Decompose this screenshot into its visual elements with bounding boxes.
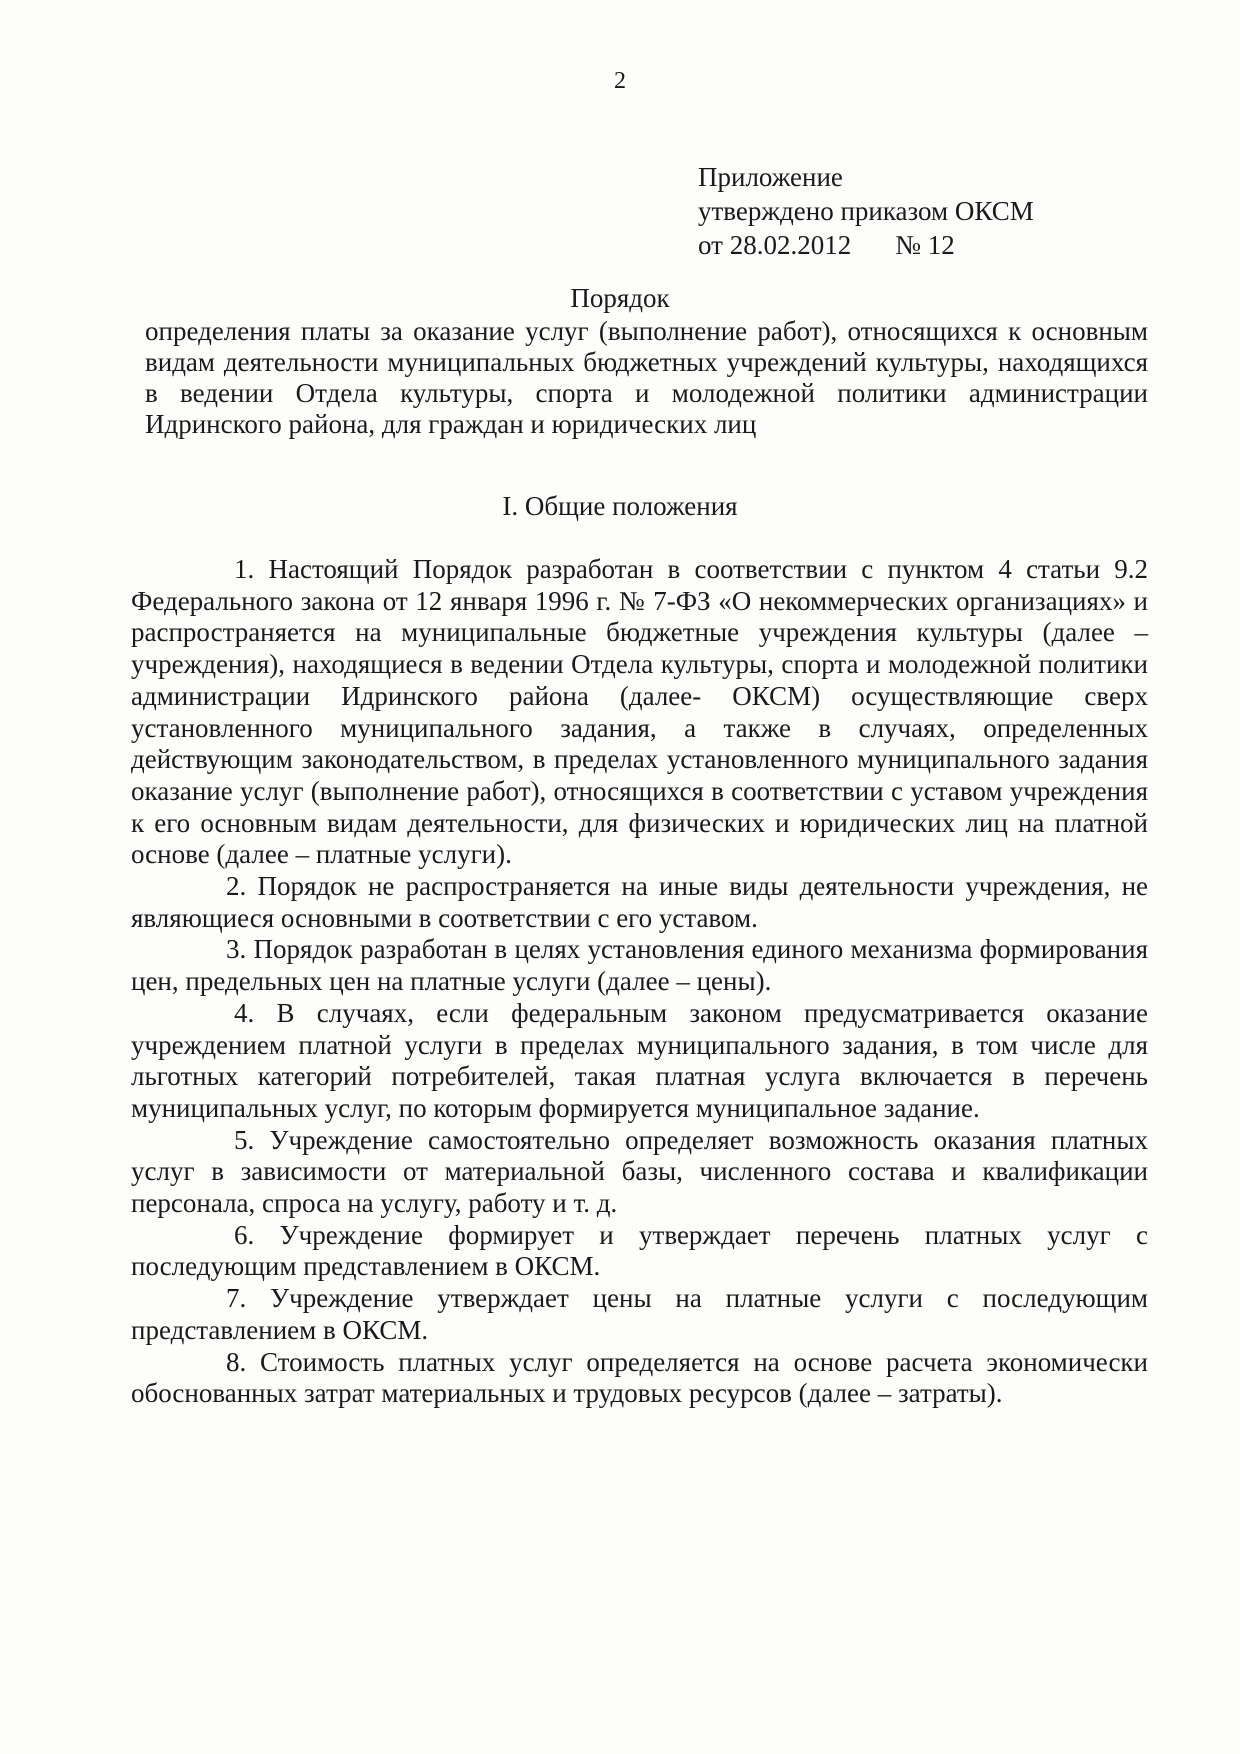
approval-date: от 28.02.2012 [698,230,852,260]
paragraph-4: 4. В случаях, если федеральным законом предусматривается оказание учреждением платной услуги в пределах муниципального задания, в том числе для льготных категорий потребителей, такая платная услуга включается в перечень муниципальных услуг, по которым формируется муниципальное задание. [131,997,1148,1123]
paragraph-8: 8. Стоимость платных услуг определяется на основе расчета экономически обоснованных затрат материальных и трудовых ресурсов (далее – затраты). [131,1346,1148,1409]
approval-date-line [698,228,1034,262]
paragraph-3: 3. Порядок разработан в целях установления единого механизма формирования цен, предельных цен на платные услуги (далее – цены). [131,934,1148,997]
document-subtitle: определения платы за оказание услуг (выполнение работ), относящихся к основным видам деятельности муниципальных бюджетных учреждений культуры, находящихся в ведении Отдела культуры, спорта и молодежной политики администрации Идринского района, для граждан и юридических лиц [145,316,1148,439]
paragraph-6: 6. Учреждение формирует и утверждает перечень платных услуг с последующим представлением в ОКСМ. [131,1219,1148,1282]
paragraph-2: 2. Порядок не распространяется на иные виды деятельности учреждения, не являющиеся основными в соответствии с его уставом. [131,871,1148,933]
paragraph-7: 7. Учреждение утверждает цены на платные услуги с последующим представлением в ОКСМ. [131,1283,1148,1345]
document-title: Порядок [570,283,670,313]
paragraph-5: 5. Учреждение самостоятельно определяет возможность оказания платных услуг в зависимости от материальной базы, численного состава и квалификации персонала, спроса на услугу, работу и т. д. [131,1124,1148,1219]
approval-block [698,160,1034,262]
document-body [131,554,1148,1410]
page-number: 2 [614,68,626,94]
section-heading: I. Общие положения [502,491,738,521]
approval-order-line: утверждено приказом ОКСМ [698,196,1034,226]
approval-heading: Приложение [698,162,843,192]
approval-number: № 12 [895,230,955,260]
paragraph-1: 1. Настоящий Порядок разработан в соответствии с пунктом 4 статьи 9.2 Федерального закона от 12 января 1996 г. № 7-ФЗ «О некоммерческих организациях» и распространяется на муниципальные бюджетные учреждения культуры (далее – учреждения), находящиеся в ведении Отдела культуры, спорта и молодежной политики администрации Идринского района (далее- ОКСМ) осуществляющие сверх установленного муниципального задания, а также в случаях, определенных действующим законодательством, в пределах установленного муниципального задания оказание услуг (выполнение работ), относящихся в соответствии с уставом учреждения к его основным видам деятельности, для физических и юридических лиц на платной основе (далее – платные услуги). [131,554,1148,870]
